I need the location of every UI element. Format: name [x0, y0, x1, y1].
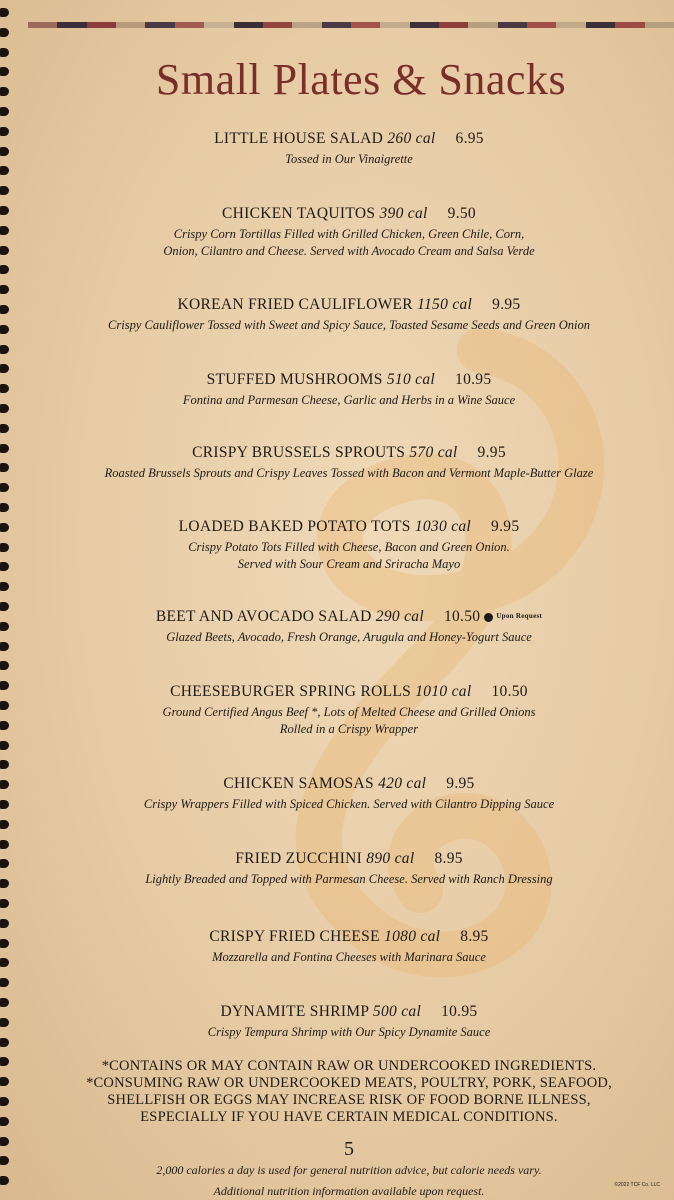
notice-line: *CONSUMING RAW OR UNDERCOOKED MEATS, POULTRY, PORK, SEAFOOD, — [86, 1075, 612, 1091]
binding-ring — [0, 958, 9, 967]
item-description: Crispy Wrappers Filled with Spiced Chicken. Served with Cilantro Dipping Sauce — [143, 797, 555, 811]
item-description: Ground Certified Angus Beef *, Lots of Melted Cheese and Grilled Onions — [162, 705, 536, 719]
item-description: Glazed Beets, Avocado, Fresh Orange, Arugula and Honey-Yogurt Sauce — [166, 630, 532, 644]
item-name: FRIED ZUCCHINI — [235, 850, 363, 867]
item-description: Crispy Tempura Shrimp with Our Spicy Dynamite Sauce — [207, 1025, 491, 1039]
menu-item — [24, 1003, 674, 1041]
item-calories: 500 cal — [372, 1003, 422, 1020]
binding-ring — [0, 48, 9, 57]
binding-ring — [0, 28, 9, 37]
item-description: Rolled in a Crispy Wrapper — [279, 722, 419, 736]
item-name: CRISPY BRUSSELS SPROUTS — [192, 444, 406, 461]
binding-ring — [0, 246, 9, 255]
binding-ring — [0, 1117, 9, 1126]
binding-ring — [0, 602, 9, 611]
menu-item — [24, 683, 674, 738]
binding-ring — [0, 1156, 9, 1165]
raw-food-notice — [24, 1058, 674, 1126]
binding-ring — [0, 582, 9, 591]
binding-ring — [0, 404, 9, 413]
binding-ring — [0, 127, 9, 136]
item-description: Crispy Corn Tortillas Filled with Grilled Chicken, Green Chile, Corn, — [173, 227, 525, 241]
item-price: 9.95 — [477, 444, 506, 461]
menu-item-heading — [24, 850, 674, 868]
binding-ring — [0, 681, 9, 690]
menu-item — [24, 444, 674, 482]
menu-item-heading — [24, 518, 674, 536]
binding-ring — [0, 67, 9, 76]
binding-ring — [0, 780, 9, 789]
menu-item — [24, 205, 674, 260]
binding-ring — [0, 939, 9, 948]
menu-item-heading — [24, 371, 674, 389]
page-title: Small Plates & Snacks — [155, 55, 567, 104]
menu-item-heading — [24, 444, 674, 462]
item-calories: 890 cal — [366, 850, 415, 867]
binding-ring — [0, 1137, 9, 1146]
item-calories: 290 cal — [375, 608, 424, 625]
binding-ring — [0, 741, 9, 750]
item-description: Mozzarella and Fontina Cheeses with Marinara Sauce — [212, 950, 486, 964]
binding-ring — [0, 166, 9, 175]
binding-rings — [0, 0, 14, 1200]
item-name: LOADED BAKED POTATO TOTS — [178, 518, 411, 535]
binding-ring — [0, 721, 9, 730]
binding-ring — [0, 642, 9, 651]
binding-ring — [0, 1018, 9, 1027]
item-price: 9.95 — [492, 296, 521, 313]
binding-ring — [0, 463, 9, 472]
item-price: 10.50 — [443, 608, 481, 625]
item-calories: 1030 cal — [414, 518, 472, 535]
item-price: 6.95 — [455, 130, 484, 147]
binding-ring — [0, 978, 9, 987]
item-name: CHEESEBURGER SPRING ROLLS — [170, 683, 412, 700]
binding-ring — [0, 226, 9, 235]
item-price: 9.95 — [446, 775, 475, 792]
menu-item-heading — [24, 928, 674, 946]
item-name: BEET AND AVOCADO SALAD — [155, 608, 372, 625]
binding-ring — [0, 820, 9, 829]
binding-ring — [0, 622, 9, 631]
item-name: CHICKEN SAMOSAS — [223, 775, 374, 792]
item-name: LITTLE HOUSE SALAD — [214, 130, 384, 147]
menu-item — [24, 296, 674, 334]
binding-ring — [0, 1038, 9, 1047]
item-price: 9.50 — [447, 205, 476, 222]
item-calories: 570 cal — [409, 444, 458, 461]
menu-item-heading — [24, 683, 674, 701]
binding-ring — [0, 107, 9, 116]
binding-ring — [0, 998, 9, 1007]
item-description: Onion, Cilantro and Cheese. Served with Avocado Cream and Salsa Verde — [163, 244, 535, 258]
binding-ring — [0, 345, 9, 354]
item-description: Fontina and Parmesan Cheese, Garlic and Herbs in a Wine Sauce — [182, 393, 516, 407]
binding-ring — [0, 1097, 9, 1106]
item-price: 8.95 — [434, 850, 463, 867]
menu-item-heading — [24, 296, 674, 314]
item-description: Tossed in Our Vinaigrette — [285, 152, 413, 166]
item-calories: 1150 cal — [417, 296, 473, 313]
menu-item — [24, 130, 674, 168]
menu-item — [24, 371, 674, 409]
item-price: 10.95 — [455, 371, 492, 388]
item-price: 10.95 — [441, 1003, 478, 1020]
binding-ring — [0, 661, 9, 670]
binding-ring — [0, 543, 9, 552]
item-name: CHICKEN TAQUITOS — [222, 205, 376, 222]
binding-ring — [0, 800, 9, 809]
item-calories: 390 cal — [379, 205, 428, 222]
binding-ring — [0, 919, 9, 928]
binding-ring — [0, 8, 9, 17]
item-name: CRISPY FRIED CHEESE — [209, 928, 380, 945]
binding-ring — [0, 206, 9, 215]
item-description: Lightly Breaded and Topped with Parmesan Cheese. Served with Ranch Dressing — [145, 872, 553, 886]
binding-ring — [0, 87, 9, 96]
binding-ring — [0, 305, 9, 314]
menu-item — [24, 850, 674, 888]
binding-ring — [0, 265, 9, 274]
upon-request-note: Upon Request — [496, 612, 543, 620]
nutrition-footer — [24, 1160, 674, 1200]
item-price: 9.95 — [491, 518, 520, 535]
item-calories: 510 cal — [386, 371, 436, 388]
binding-ring — [0, 1057, 9, 1066]
item-price: 10.50 — [491, 683, 528, 700]
menu-item-heading — [24, 205, 674, 223]
item-calories: 420 cal — [378, 775, 427, 792]
menu-item — [24, 608, 674, 646]
menu-item — [24, 928, 674, 966]
copyright: ©2022 TCF Co. LLC — [614, 1182, 660, 1188]
binding-ring — [0, 147, 9, 156]
decorative-stripe — [28, 22, 674, 28]
binding-ring — [0, 424, 9, 433]
footer-line: Additional nutrition information available upon request. — [213, 1184, 485, 1198]
menu-item-heading — [24, 1003, 674, 1021]
item-calories: 1010 cal — [415, 683, 472, 700]
binding-ring — [0, 760, 9, 769]
binding-ring — [0, 1077, 9, 1086]
binding-ring — [0, 483, 9, 492]
item-name: STUFFED MUSHROOMS — [206, 371, 383, 388]
item-name: KOREAN FRIED CAULIFLOWER — [177, 296, 413, 313]
binding-ring — [0, 899, 9, 908]
page-number: 5 — [344, 1138, 354, 1160]
notice-line: SHELLFISH OR EGGS MAY INCREASE RISK OF FOOD BORNE ILLNESS, — [107, 1092, 591, 1108]
menu-item-heading — [24, 608, 674, 626]
item-description: Crispy Potato Tots Filled with Cheese, Bacon and Green Onion. — [188, 540, 510, 554]
binding-ring — [0, 384, 9, 393]
binding-ring — [0, 1176, 9, 1185]
binding-ring — [0, 364, 9, 373]
binding-ring — [0, 503, 9, 512]
binding-ring — [0, 859, 9, 868]
binding-ring — [0, 285, 9, 294]
binding-ring — [0, 186, 9, 195]
item-description: Roasted Brussels Sprouts and Crispy Leaves Tossed with Bacon and Vermont Maple-Butter Glaze — [104, 466, 594, 480]
item-name: DYNAMITE SHRIMP — [220, 1003, 369, 1020]
binding-ring — [0, 879, 9, 888]
menu-item — [24, 518, 674, 573]
menu-item-heading — [24, 775, 674, 793]
footer-line: 2,000 calories a day is used for general nutrition advice, but calorie needs vary. — [156, 1163, 542, 1177]
item-price: 8.95 — [460, 928, 489, 945]
item-calories: 260 cal — [387, 130, 436, 147]
binding-ring — [0, 701, 9, 710]
notice-line: *CONTAINS OR MAY CONTAIN RAW OR UNDERCOOKED INGREDIENTS. — [101, 1058, 597, 1074]
notice-line: ESPECIALLY IF YOU HAVE CERTAIN MEDICAL CONDITIONS. — [140, 1109, 558, 1125]
item-calories: 1080 cal — [384, 928, 441, 945]
item-description: Crispy Cauliflower Tossed with Sweet and Spicy Sauce, Toasted Sesame Seeds and Green Onion — [108, 318, 590, 332]
binding-ring — [0, 325, 9, 334]
item-description: Served with Sour Cream and Sriracha Mayo — [237, 557, 461, 571]
menu-item — [24, 775, 674, 813]
dietary-symbol-icon — [484, 613, 493, 622]
menu-item-heading — [24, 130, 674, 148]
binding-ring — [0, 562, 9, 571]
binding-ring — [0, 444, 9, 453]
binding-ring — [0, 523, 9, 532]
binding-ring — [0, 840, 9, 849]
